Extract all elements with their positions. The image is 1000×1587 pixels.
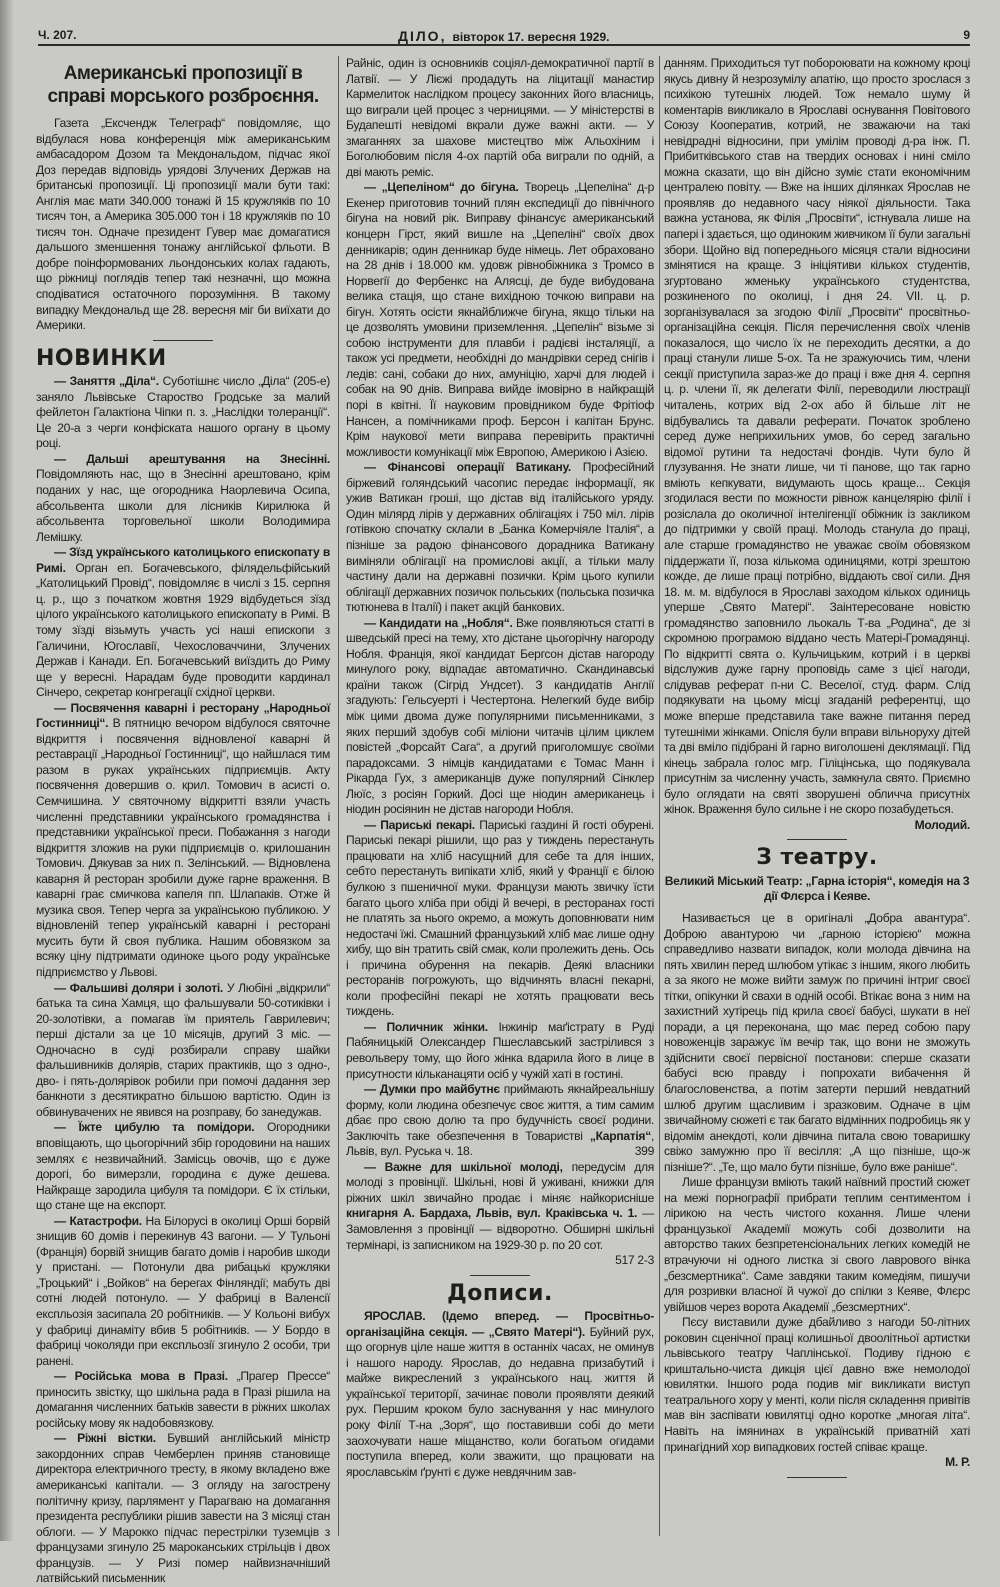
column-2	[346, 56, 654, 1480]
column-divider	[338, 56, 339, 1536]
news-item	[36, 1369, 330, 1431]
news-item-text: Повідомляють нас, що в Знесінні арештовано, крім поданих у нас, ще огородника Наорлевича Осипа, абсольвента школи для лісників Кирилюка й абсольвента торговельної школи Володимира Лемішку.	[36, 467, 330, 544]
news-item	[36, 374, 330, 452]
masthead-rule	[38, 44, 970, 46]
article-text: Газета „Ексчендж Телеграф“ повідомляє, що відбулася нова конференція між американським амбасадором Дозом та Мекдональдом, підчас якої Доз передав відповідь урядові Злучених Держав на британські пропозиції. Ці пропозиції мали бути такі: Англія має мати 340.000 тонажі й 15 кружляків по 10 тисяч тон, а Америка 305.000 тон і 18 кружляків по 10 тисяч тон. Одначе президент Гувер має домагатися дальшого зменшення тонажу англійської фльоти. В добре поінформованих льондонських колах гадають, що ріжниці поглядів тепер такі незначні, що можна сподіватися остаточного порозуміння. В такому випадку Мекдональд ще 28. вересня міг би виїхати до Америки.	[36, 116, 330, 333]
news-item-lead: — Кандидати на „Нобля“.	[364, 615, 513, 630]
news-item-text: Суботішнє число „Діла“ (205-е) заняло Львівське Староство Гродське за малий фейлетон Галактіона Чіпки п. з. „Наслідки толеранції“. Це 20-а з черги конфіската нашого органу в цьому році.	[36, 374, 330, 451]
news-item	[36, 1120, 330, 1213]
news-item-lead: — Катастрофи.	[54, 1213, 142, 1228]
newspaper-name: ДІЛО,	[398, 28, 447, 44]
section-heading-novynky: НОВИНКИ	[36, 345, 167, 371]
news-item-text: Огородники вповіщають, що цьогорічний збір городовини на наших землях є незвичайний. Замісць овочів, що є дуже дорогі, бо вимерзли, городина є дуже дешева. Найкраще зародила цибуля та помідори. Є їх стільки, що стане ще на експорт.	[36, 1120, 330, 1213]
news-item-lead: — Поличник жінки.	[364, 1019, 488, 1034]
ad-code: 517 2-3	[615, 1253, 654, 1268]
news-list	[36, 374, 330, 1587]
column-1	[36, 56, 330, 1587]
news-list	[346, 180, 654, 1268]
section-heading-dopysy: Дописи.	[447, 1280, 553, 1306]
ad-code: 399	[634, 1144, 654, 1159]
issue-date: вівторок 17. вересня 1929.	[452, 30, 610, 44]
column-divider	[659, 56, 660, 1536]
news-item	[36, 1431, 330, 1586]
news-item-text: передусім для молоді з провінції. Шкільні, нові й уживані, книжки для ріжних шкіл звичайно продає і міняє найкорисніше	[346, 1159, 654, 1205]
signature: Молодий.	[914, 817, 970, 832]
news-item-text: В пятницю вечором відбулося святочне відкриття і посвячення відновленої каварні й реставрації „Народньої Гостинниці“, що найшлася тим разом в руках українських підприємців. Акту посвячення довершив о. крил. Томович в асисті о. Семчишина. У святочному відкритті взяли участь численні представники українського громадянства і представники української преси. Побажання з нагоди відкриття зложив на руки підприємців о. крилошанин Томович. Дякував за них п. Зелінський. — Відновлена каварня й ресторан зробили дуже гарне враження. В каварні грає смичкова капеля пп. Шлапаків. Отже й музика своя. Тепер черга за українською публикою. У відновленій тепер українській каварні і ресторані мусить бути й своя публика. Нашим обовязком за всяку ціну підтримати одиноке цього роду українське підприємство у Львові.	[36, 716, 330, 979]
dopys-lead: ЯРОСЛАВ. (Ідемо вперед. — Просвітньо-організаційна секція. — „Свято Матері“).	[346, 1309, 654, 1339]
news-item	[36, 545, 330, 700]
news-item-text: Інжинір маґістрату в Руді Пабяницькій Олександер Пшеславський застрілився з револьверу тому, що його жінка вдарила його в лице в присутности кільканацяти осіб у чужій хаті в гостині.	[346, 1019, 654, 1081]
news-item-bold: книгарня А. Бардаха, Львів, вул. Краківська ч. 1.	[346, 1206, 638, 1221]
news-item	[346, 818, 654, 1020]
news-item-text: , Львів, вул. Руська ч. 18.	[346, 1128, 654, 1159]
news-item-lead: — Їжте цибулю та помідори.	[54, 1120, 255, 1135]
news-item-text: Вже появляються статті в шведській пресі на тему, хто дістане цьогорічну нагороду Нобля. Франція, якої кандидат Бергсон дістав нагороду минулого року, відпадає автоматично. Скандинавські країни також (Сігрід Ундсет). З кандидатів Англії згадують: Гельсуерті і Честертона. Нелегкий буде вибір між цими двома дуже популярними письменниками, з яких перший здобув собі міліони читачів цілим циклем повістей „Форсайт Сага“, а другий приголомшує своїми парадоксами. З німців кандидатами є Томас Манн і Рікарда Гух, з американців дуже популярний Сінклер Люїс, з росіян Горкий. Досі ще ніодин американець і ніодин росіянин не дістав нагороди Нобля.	[346, 615, 655, 817]
theatre-paragraph: Пєсу виставили дуже дбайливо з нагоди 50-літних роковин сценічної праці колишньої двоолітньої артистки львівського театру Чаплінської. Подиву гідною є криштально-чиста дикція цієї давно вже немолодої ювилятки. Іншого рода подив міг викликати виступ театрального хору у менті, коли після складення привітів мав він заспівати ювилятці одно коротке „многая літа“. Навіть на імянинах в українській приватній хаті принагідний хор випадкових гостей співає краще.	[664, 1315, 970, 1454]
news-item-lead: — „Цепеліном“ до бігуна.	[364, 180, 519, 195]
news-item	[346, 1082, 654, 1160]
theatre-subtitle: Великий Міський Театр: „Гарна історія“, комедія на 3 дії Флєрса і Кеяве.	[664, 873, 970, 904]
theatre-paragraph: Лише французи вміють такий наївний простий сюжет на межі порнографії прибрати теплим сентиментом і лірикою на честь чистого кохання. Лише члени французької Академії можуть собі дозволити на авторство таких безпретенсіональних легких комедій не втрачуючи ні одного листка зі свого лаврового вінка „безсмертника“. Саме завдяки таким комедіям, пишучи для розривки власної й чужої до спілки з Кеяве, Флєрс увійшов через ворота Академії „безсмертних“.	[664, 1175, 970, 1314]
dopys-continued: данням. Приходиться тут побороювати на кожному кроці якусь дивну й незрозумілу апатію, що просто зрослася з психікою тутешніх людей. Тож немало шуму й коментарів викликало в Ярославі оснування Повітового Союзу Кооператив, котрий, не зважаючи на такі невідрадні відносини, при умілім проводі д-ра інж. П. Прибитківського став на твердих основах і нині сміло можна сказати, що він дійсно зуміє стати економічним централею повіту. — Вже на інших ділянках Ярослав не проявляв до недавного часу ніякої діяльности. Така важна установа, як Філія „Просвіти“, істнувала лише на папері і здається, що одиноким живчиком її були загальні збори. Щойно від попереднього місяця стали відносини змінятися на краще. З ініціятиви кількох студентів, згуртовано жменьку українського студентства, розкиненого по околиці, і дня 24. VII. ц. р. зорганізувалася за згодою Філії „Просвіти“ просвітньо-організаційна секція. Після перечислення своїх членів показалося, що число їх не переходить десятки, а до праці станули лише 5-ох. Та не зражуючись тим, члени секції приступила зараз-же до праці і вже дня 4. серпня ц. р. члени її, як делегати Філії, переводили люстрації читалень, котрих від 2-ох або й більше літ не відбувались та давали реферати. Початок зроблено серед дуже неприхильних умов, бо серед загально відомої рутини та недостачі фондів. Чути було й глузування. Не знати лише, чи ті панове, що так гарно вміють кепкувати, видумають щось краще... Секція згодилася вести по можности рівнож канцелярію філії і розіслала до околичної інтелігенції обіжник із закликом до підтримки у своїй праці. Молодь станула до праці, але старше громадянство не уважає своїм обовязком піддержати її, поза кількома одиницями, котрі зрештою кожде, де лише праці потрібно, віддають свої сили. Дня 18. м. м. відбулося в Ярославі заходом кількох одиниць уперше „Свято Матері“. Заінтересоване новістю громадянство заповнило льокаль Т-ва „Родина“, де зі скромною програмою віддано честь Матері-Громадянці. По відкритті свята о. Кульчицьким, котрий і в церкві відслужив дуже гарну проповідь саме з цієї нагоди, слідував реферат п-ни С. Веселої, студ. фарм. Слід подякувати на цьому місці згаданій референтці, що може вперше представила таке важне питання перед тутешніми жінками. Опісля були вправи вільноруху дітей та дві вміло підібрані й гарно виголошені деклямації. Під кінець забрала голос мгр. Гіліцінська, що подякувала присутнім за численну участь, замкнула свято. Приємно було оглядати на святі зворушені обличча присутніх жінок. Враження було сильне і не скоро позабудеться.	[664, 56, 970, 817]
news-item-lead: — Париські пекарі.	[364, 817, 475, 832]
news-item-lead: — Російська мова в Празі.	[54, 1369, 228, 1384]
dopys-text	[346, 1309, 654, 1480]
news-item-text: Професійний біржевий голяндський часопис передає інформації, як ужив Ватикан гроші, що дістав від італійського уряду. Один мілярд лірів у державних облігаціях і 750 міл. лірів готівкою спочатку склали в „Банка Комерчіяле Італія“, а пізніше за радою фінансового дорадника Ватикану виміняли облігації на промислові акції, а тільки малу частину дали на державні позички. Крім цього купили облігації державних позичок польських (польська позичка тютюнева в Італії) і пакет акцій банкових.	[346, 460, 654, 615]
page-edge	[0, 0, 14, 1541]
news-item-text: „Прагер Прессе“ приносить звістку, що шкільна рада в Празі рішила на домагання численних батьків завести в ріжних школах російську мову як надобовязкову.	[36, 1369, 330, 1430]
news-item-lead: — Думки про майбутнє	[364, 1082, 500, 1097]
news-item-text: На Білорусі в околиці Орші борвій знищив 60 домів і перекинув 43 вагони. — У Тульоні (Франція) борвій знищив багато домів і наробив шкоди у пристані. — Потонули два рибацькі кружляки „Троцький“ і „Войков“ на берегах Фінляндії; мабуть дві сотні людей потонуло. — У фабриці в Валенсії експльозія засипала 20 робітників. — У Кольоні вибух у фабриці динаміту вбив 5 робітників. — У Бордо в фабриці чоколяди при експльозії згинуло 2 особи, три ранені.	[36, 1213, 330, 1368]
news-item-lead: — Посвячення каварні і ресторану „Народньої Гостинниці“.	[36, 700, 330, 731]
news-item-text: Творець „Цепеліна“ д-р Екенер приготовив точний плян експедиції до північного бігуна на новий рік. Виправу фінансує американський концерн Гірст, який вишле на „Цепеліні“ своїх двох денникарів; один денникар буде німець. Лет обраховано на 28 днів і 18.000 км. удовж рівнобіжника з Тромсо в Норвегії до Фербенкс на Алясці, де буде вибудована велика стація, що стане вихідною точкою виправи на бігун. Хотять осісти якнайближче бігуна, якщо тільки на це дозволять умовини приземлення. „Цепелін“ візьме зі собою інструменти для плавби і радієві інсталяції, а також усі предмети, необхідні до мандрівки серед снігів і ледів: сані, собаки до них, амуніцію, харчі для людей і собак на 90 днів. Виправа вийде імовірно в найкращій порі в квітні. Її науковим провідником буде Фрітіоф Нансен, а помічниками проф. Берсон і капітан Брунс. Крім наукової мети виправа перевірить практичні можливости комунікації між Европою, Америкою і Азією.	[346, 180, 654, 459]
column-3	[664, 56, 970, 1488]
separator	[153, 340, 213, 341]
news-item-lead: — Заняття „Діла“.	[54, 374, 159, 389]
news-item-bold: „Карпатія“	[589, 1128, 651, 1143]
separator	[470, 1275, 530, 1276]
article-title: Американські пропозиції в справі морського розброєння.	[47, 63, 319, 107]
dopys-body: Буйний рух, що огорнув ціле наше життя в останніх часах, не оминув і нашого народу. Ярослав, до недавна призабутий і майже викреслений з українського нац. життя й української території, зачинає поволи проявляти деякий рух. Першим кроком було заснування у нас минулого року Філії Т-на „Зоря“, що поставивши собі до мети заохочувати наше міщанство, коли богатьом огидами поступила вперед, коли зважити, що працювати на ярославськім ґрунті є дуже невдячним зав-	[346, 1324, 654, 1479]
news-item	[346, 1020, 654, 1082]
news-item	[346, 180, 654, 460]
news-item	[346, 1159, 654, 1268]
page-number: 9	[963, 28, 970, 42]
news-item-text: приймають якнайреальнішу форму, коли людина обезпечує своє життя, а тим самим дбає про свою долю та про будучність своєї родини. Заключіть таке обезпечення в Товаристві	[346, 1082, 654, 1143]
news-item	[36, 981, 330, 1121]
separator	[787, 1477, 847, 1478]
news-item-lead: — Зїзд українського католицького епископату в Римі.	[36, 545, 330, 575]
news-item-lead: — Фальшиві доляри і золоті.	[54, 980, 223, 995]
news-item	[36, 1214, 330, 1369]
news-item	[346, 616, 654, 818]
theatre-paragraph: Називається це в оригіналі „Добра авантура“. Доброю авантурою чи „гарною історією“ можна справедливо назвати випадок, коли молода дівчина на пять хвилин перед шлюбом утікає з іншим, якого любить а за якого не може вийти замуж по причині інтриг своєї тітки, опікунки й свахи в одній особі. Втікає вона з ним на захистний хутірець під крила своєї бабусі, шукати в неї поради, а ця переконана, що має перед собою пару новоженців заражує їм вечір так, що вони не зможуть здійснити своєї первісної постанови: сперше сказати бабусі всю правду і попрохати вибачення й благословенства, а потім затерти перший невдатний шлюб другим щасливим і зразковим. Одначе в цім звичайному сюжеті є так багато відмінних подробиць як у відомім анекдоті, коли дівчина питала свою товаришку свіжо замужню про її весілля: „А що пізніше, що-ж пізніше?“. „Те, що мало бути пізніше, було вже раніше“.	[664, 910, 970, 1174]
signature: М. Р.	[945, 1455, 970, 1470]
news-item-lead: — Ріжні вістки.	[54, 1431, 156, 1446]
news-item-lead: — Фінансові операції Ватикану.	[364, 460, 571, 475]
issue-number: Ч. 207.	[38, 28, 77, 42]
news-item-lead: — Дальші арештування на Знесінні.	[54, 451, 330, 466]
news-item-text: — Замовлення з провінції — відворотно. Обширні шкільні термінарі, із записником на 1929-30 р. по 20 сот.	[346, 1206, 654, 1252]
news-item-text: У Любіні „відкрили“ батька та сина Хамця, що фальшували 50-сотиківки і 20-золотівки, а помагав їм приятель Гаврилевич; перші дістали за це 10 місяців, другий 3 міс. — Одночасно в суді розбирали справу шайки фальшивників долярів, старих практиків, що з одно-, дво- і пять-долярівок робили при помочі дадання зер банкноти з десятикратно більшою вартістю. Один із обвинувачених не явився на розправу, бо занедужав.	[36, 980, 330, 1119]
news-item	[36, 452, 330, 545]
news-item-lead: — Важне для шкільної молоді,	[364, 1159, 563, 1174]
separator	[787, 839, 847, 840]
news-item-text: Париські газдині й гості обурені. Париські пекарі рішили, що раз у тиждень перестануть працювати на хліб насущний для себе та для інших, себто перестануть випікати хліб, який у Франції є білою булкою з пшеничної муки. Французи мають звичку їсти багато цього хліба при обіді й вечері, в ресторанах гості не платять за нього окремо, а можуть доповнювати ним недостачі їжі. Смашний французький хліб має лише одну хибу, що він тратить свій смак, коли пролежить день. Ось і причина обурення на пекарів. Деякі власники ресторанів погрожують, що відчинять власні пекарні, коли професійні пекарі не хотять працювати весь тиждень.	[346, 817, 654, 1019]
masthead-center	[398, 28, 610, 44]
news-item-text: Орган еп. Богачевського, філядельфійський „Католицький Провід“, повідомляє в числі з 15. серпня ц. р., що з початком жовтня 1929 відбудеться зїзд цілого українського католицького епископату в Римі. В тому зїзді візьмуть участь усі наші епископи з Галичини, Югославії, Чехословаччини, Злучених Держав і Канади. Еп. Богачевський виїздить до Риму ще у вересні. Нарадам буде проводити кардинал Сінчеро, секретар конгрегації східної церкви.	[36, 560, 330, 700]
news-item	[36, 701, 330, 981]
news-item-text: Бувший англійський міністр закордонних справ Чемберлен приняв становище директора електричного тресту, в якому вкладено вже американські капітали. — З огляду на загострену політичну кризу, парлямент у Парагваю на домагання президента республики рішив завести на 3 місяці стан облоги. — У Марокко підчас перестрілки туземців з французами згинуло 25 мароканських стрільців і двох французів. — У Ризі помер найвизначніший латвійський письменник	[36, 1431, 330, 1586]
section-heading-theatre: З театру.	[756, 845, 878, 871]
continued-text: Райніс, один із основників соціял-демократичної партії в Латвії. — У Лієжі продадуть на ліцитації манастир Кармелиток наслідком процесу законних його власниць, що виграли цей процес з черницями. — У міністерстві в Будапешті невідомі вкрали дуже важні акти. — У змаганнях за шахове мистецтво між Альохіним і Боголюбовим після 4-ох партій оба виграли по одній, а дві мають реміс.	[346, 56, 654, 179]
news-item	[346, 460, 654, 615]
